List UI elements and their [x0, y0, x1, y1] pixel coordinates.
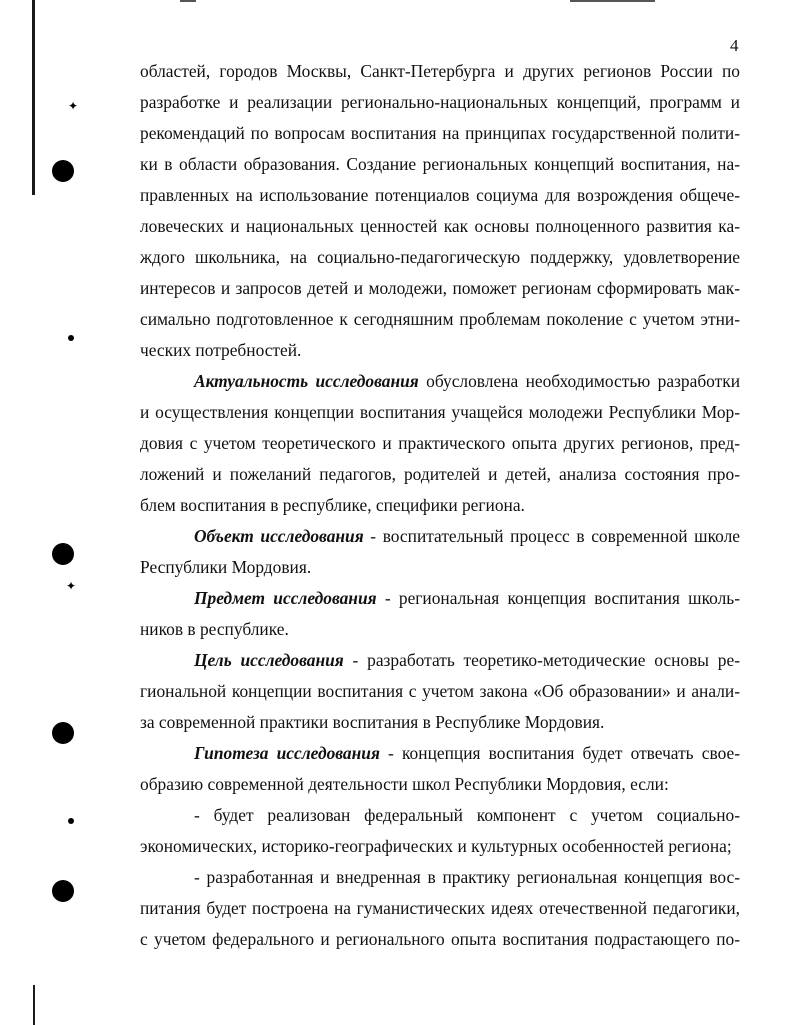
text-line: ложений и пожеланий педагогов, родителей и детей, анализа состояния про-	[140, 464, 740, 484]
text-line: за современной практики воспитания в Республике Мордовия.	[140, 712, 605, 732]
binder-mark: ✦	[66, 579, 77, 593]
punch-hole	[52, 722, 74, 744]
text-line: с учетом федерального и регионального опыта воспитания подрастающего по-	[140, 929, 740, 949]
text-span: - разработать теоретико-методические основы ре-	[343, 650, 740, 670]
text-line: интересов и запросов детей и молодежи, поможет регионам сформировать мак-	[140, 278, 740, 298]
term-relevance: Актуальность исследования	[194, 371, 419, 391]
term-goal: Цель исследования	[194, 650, 344, 670]
scan-left-edge	[32, 0, 35, 195]
binder-mark: ✦	[68, 99, 79, 113]
binder-mark	[68, 818, 74, 824]
paragraph-subject	[140, 583, 740, 645]
term-hypothesis: Гипотеза исследования	[194, 743, 380, 763]
text-line: областей, городов Москвы, Санкт-Петербурга и других регионов России по	[140, 61, 740, 81]
text-span: - воспитательный процесс в современной школе	[363, 526, 740, 546]
paragraph-hypothesis	[140, 738, 740, 800]
text-line: образию современной деятельности школ Республики Мордовия, если:	[140, 774, 669, 794]
text-line: гиональной концепции воспитания с учетом закона «Об образовании» и анали-	[140, 681, 740, 701]
text-line: правленных на использование потенциалов социума для возрождения общече-	[140, 185, 740, 205]
text-line: ки в области образования. Создание региональных концепций воспитания, на-	[140, 154, 740, 174]
text-line: ников в республике.	[140, 619, 289, 639]
document-body	[140, 56, 740, 955]
text-line: ловеческих и национальных ценностей как основы полноценного развития ка-	[140, 216, 740, 236]
scan-top-mark	[570, 0, 655, 2]
term-subject: Предмет исследования	[194, 588, 377, 608]
scan-top-mark	[180, 0, 196, 2]
list-item	[140, 862, 740, 955]
text-line: - будет реализован федеральный компонент с учетом социально-	[194, 805, 740, 825]
text-line: Республики Мордовия.	[140, 557, 312, 577]
text-span: - региональная концепция воспитания школь-	[376, 588, 740, 608]
text-span: - концепция воспитания будет отвечать свое-	[379, 743, 740, 763]
text-line: - разработанная и внедренная в практику региональная концепция вос-	[194, 867, 740, 887]
text-line: разработке и реализации регионально-национальных концепций, программ и	[140, 92, 740, 112]
paragraph-relevance	[140, 366, 740, 521]
term-object: Объект исследования	[194, 526, 364, 546]
text-line: довия с учетом теоретического и практического опыта других регионов, пред-	[140, 433, 740, 453]
punch-hole	[52, 160, 74, 182]
page-number: 4	[730, 36, 739, 55]
list-item	[140, 800, 740, 862]
text-line: блем воспитания в республике, специфики региона.	[140, 495, 525, 515]
text-line: симально подготовленное к сегодняшним проблемам поколение с учетом этни-	[140, 309, 740, 329]
punch-hole	[52, 543, 74, 565]
punch-hole	[52, 880, 74, 902]
text-line: и осуществления концепции воспитания учащейся молодежи Республики Мор-	[140, 402, 740, 422]
text-line	[140, 645, 740, 676]
paragraph-object	[140, 521, 740, 583]
paragraph	[140, 56, 740, 366]
text-line	[140, 738, 740, 769]
text-line	[140, 521, 740, 552]
binder-mark	[68, 335, 74, 341]
text-line: ждого школьника, на социально-педагогическую поддержку, удовлетворение	[140, 247, 740, 267]
text-line	[140, 583, 740, 614]
text-line: ческих потребностей.	[140, 340, 302, 360]
paragraph-goal	[140, 645, 740, 738]
scan-left-edge-bottom	[33, 985, 35, 1025]
text-line	[140, 366, 740, 397]
text-line: рекомендаций по вопросам воспитания на принципах государственной полити-	[140, 123, 740, 143]
text-span: обусловлена необходимостью разработки	[418, 371, 740, 391]
text-line: экономических, историко-географических и культурных особенностей региона;	[140, 836, 732, 856]
text-line: питания будет построена на гуманистических идеях отечественной педагогики,	[140, 898, 740, 918]
